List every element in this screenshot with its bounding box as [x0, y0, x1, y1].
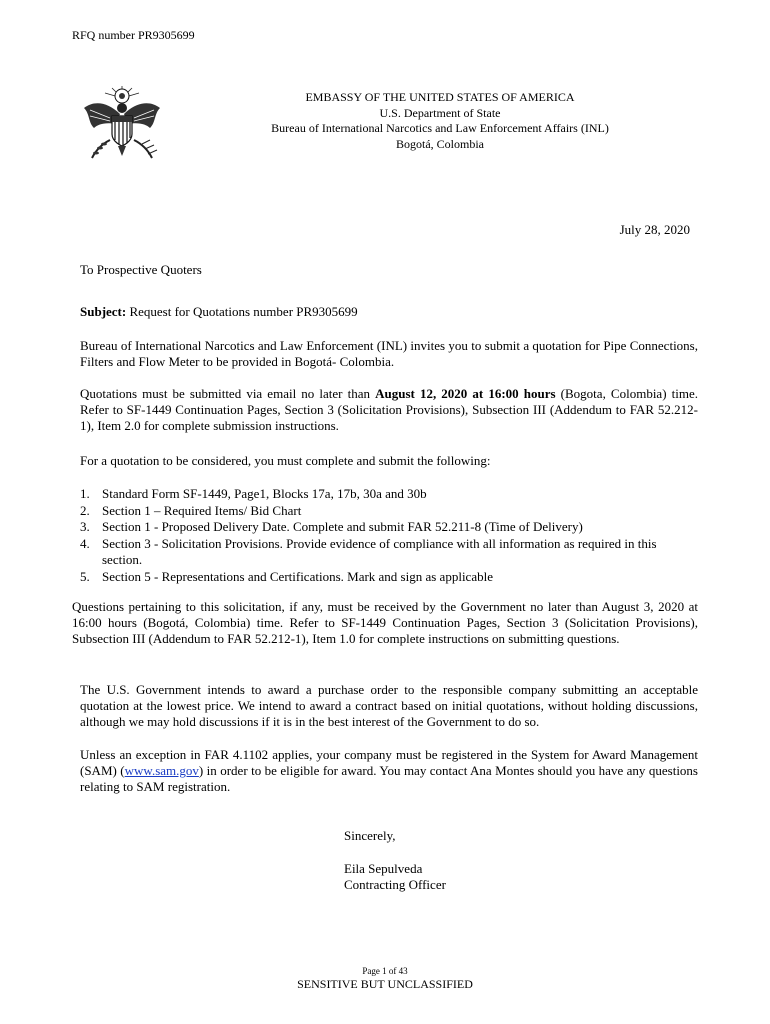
- list-item-number: 2.: [80, 502, 90, 518]
- sam-gov-link[interactable]: www.sam.gov: [124, 763, 199, 778]
- paragraph-requirements-intro: For a quotation to be considered, you must complete and submit the following:: [80, 453, 491, 468]
- page-number: Page 1 of 43: [362, 966, 408, 976]
- list-item-number: 1.: [80, 486, 90, 501]
- letter-date: July 28, 2020: [619, 222, 690, 237]
- signer-title: Contracting Officer: [344, 877, 446, 892]
- list-item: [80, 536, 698, 569]
- subject-label: Subject:: [80, 304, 127, 319]
- letterhead-bureau: Bureau of International Narcotics and Law Enforcement Affairs (INL): [271, 121, 609, 135]
- paragraph-deadline: [80, 386, 698, 434]
- classification-footer: SENSITIVE BUT UNCLASSIFIED: [297, 977, 473, 991]
- deadline-text-before: Quotations must be submitted via email no later than: [80, 386, 376, 401]
- list-item-text: Section 3 - Solicitation Provisions. Provide evidence of compliance with all information as required in this section.: [102, 535, 657, 567]
- list-item-text: Section 5 - Representations and Certifications. Mark and sign as applicable: [102, 568, 493, 584]
- sam-text-after: ) in order to be eligible for award. You may contact Ana Montes should you have any questions relating to SAM registration.: [80, 763, 698, 794]
- paragraph-award: The U.S. Government intends to award a purchase order to the responsible company submitting an acceptable quotation at the lowest price. We intend to award a contract based on initial quotations, without holding discussions, although we may hold discussions if it is in the best interest of the Government to do so.: [80, 682, 698, 729]
- paragraph-invitation: Bureau of International Narcotics and Law Enforcement (INL) invites you to submit a quotation for Pipe Connections, Filters and Flow Meter to be provided in Bogotá- Colombia.: [80, 338, 698, 369]
- salutation: To Prospective Quoters: [80, 262, 202, 277]
- great-seal-icon: [80, 84, 164, 168]
- letterhead-location: Bogotá, Colombia: [396, 136, 484, 151]
- valediction: Sincerely,: [344, 828, 396, 843]
- letterhead: [200, 90, 680, 152]
- subject-text: Request for Quotations number PR9305699: [126, 304, 358, 319]
- list-item-text: Standard Form SF-1449, Page1, Blocks 17a, 17b, 30a and 30b: [102, 486, 427, 501]
- list-item: [80, 569, 698, 586]
- letterhead-department: U.S. Department of State: [379, 105, 501, 120]
- letterhead-embassy: EMBASSY OF THE UNITED STATES OF AMERICA: [305, 90, 575, 104]
- signer-name: Eila Sepulveda: [344, 860, 423, 876]
- subject-line: [80, 304, 698, 320]
- list-item-number: 4.: [80, 535, 90, 551]
- list-item: [80, 503, 698, 520]
- paragraph-questions: Questions pertaining to this solicitation, if any, must be received by the Government no later than August 3, 2020 at 16:00 hours (Bogotá, Colombia) time. Refer to SF-1449 Continuation Pages, Section 3 (Solicitation Provisions), Subsection III (Addendum to FAR 52.212-1), Item 1.0 for complete instructions on submitting questions.: [72, 599, 698, 646]
- list-item: [80, 486, 698, 503]
- rfq-number-header: RFQ number PR9305699: [72, 28, 195, 42]
- list-item-number: 5.: [80, 568, 90, 584]
- paragraph-sam-registration: [80, 747, 698, 795]
- list-item: [80, 519, 698, 536]
- deadline-date: August 12, 2020 at 16:00 hours: [375, 386, 556, 401]
- list-item-text: Section 1 – Required Items/ Bid Chart: [102, 502, 302, 518]
- closing-block: [344, 828, 446, 894]
- list-item-text: Section 1 - Proposed Delivery Date. Complete and submit FAR 52.211-8 (Time of Delivery): [102, 519, 583, 534]
- deadline-text-after: (Bogota, Colombia) time. Refer to SF-1449 Continuation Pages, Section 3 (Solicitation Provisions), Subsection III (Addendum to FAR 52.212-1), Item 2.0 for complete submission instructions.: [80, 386, 698, 433]
- requirements-list: [80, 486, 698, 585]
- sam-text-before: Unless an exception in FAR 4.1102 applies, your company must be registered in the System for Award Management (SAM) (: [80, 747, 698, 778]
- list-item-number: 3.: [80, 519, 90, 534]
